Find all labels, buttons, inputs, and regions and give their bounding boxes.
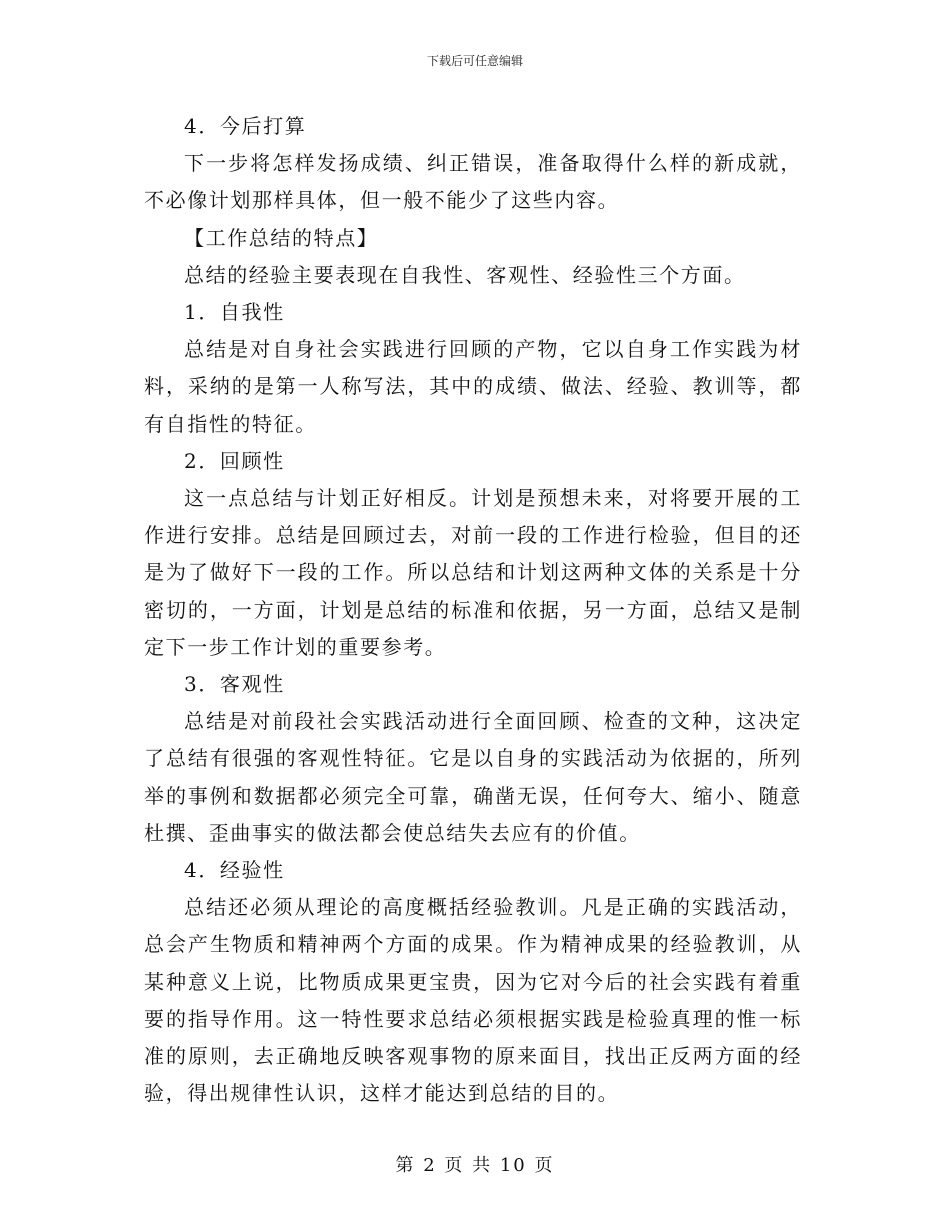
section-heading-characteristics: 【工作总结的特点】 — [184, 225, 379, 250]
page-number-text: 第 2 页 共 10 页 — [395, 1155, 555, 1176]
paragraph-retrospective: 这一点总结与计划正好相反。计划是预想未来，对将要开展的工作进行安排。总结是回顾过去，对前一段的工作进行检验，但目的还是为了做好下一段的工作。所以总结和计划这两种文体的关系是十分密切的，一方面，计划是总结的标准和依据，另一方面，总结又是制定下一步工作计划的重要参考。 — [144, 486, 802, 659]
paragraph-characteristics-intro: 总结的经验主要表现在自我性、客观性、经验性三个方面。 — [184, 262, 746, 287]
section-heading-experiential: 4．经验性 — [184, 858, 285, 883]
paragraph-experiential: 总结还必须从理论的高度概括经验教训。凡是正确的实践活动，总会产生物质和精神两个方面的成果。作为精神成果的经验教训，从某种意义上说，比物质成果更宝贵，因为它对今后的社会实践有着重要的指导作用。这一特性要求总结必须根据实践是检验真理的惟一标准的原则，去正确地反映客观事物的原来面目，找出正反两方面的经验，得出规律性认识，这样才能达到总结的目的。 — [144, 895, 802, 1106]
paragraph-objective: 总结是对前段社会实践活动进行全面回顾、检查的文种，这决定了总结有很强的客观性特征。它是以自身的实践活动为依据的，所列举的事例和数据都必须完全可靠，确凿无误，任何夸大、缩小、随意杜撰、歪曲事实的做法都会使总结失去应有的价值。 — [144, 709, 802, 845]
page-number-footer — [0, 1151, 950, 1177]
section-heading-self: 1．自我性 — [184, 300, 285, 325]
paragraph-plans: 下一步将怎样发扬成绩、纠正错误，准备取得什么样的新成就，不必像计划那样具体，但一般不能少了这些内容。 — [144, 151, 802, 213]
paragraph-self: 总结是对自身社会实践进行回顾的产物，它以自身工作实践为材料，采纳的是第一人称写法，其中的成绩、做法、经验、教训等，都有自指性的特征。 — [144, 337, 802, 436]
section-heading-retrospective: 2．回顾性 — [184, 448, 285, 473]
section-heading-plans: 4．今后打算 — [184, 114, 307, 138]
section-heading-objective: 3．客观性 — [184, 672, 285, 697]
document-body — [144, 108, 802, 1112]
page-header: 下载后可任意编辑 — [426, 54, 523, 68]
